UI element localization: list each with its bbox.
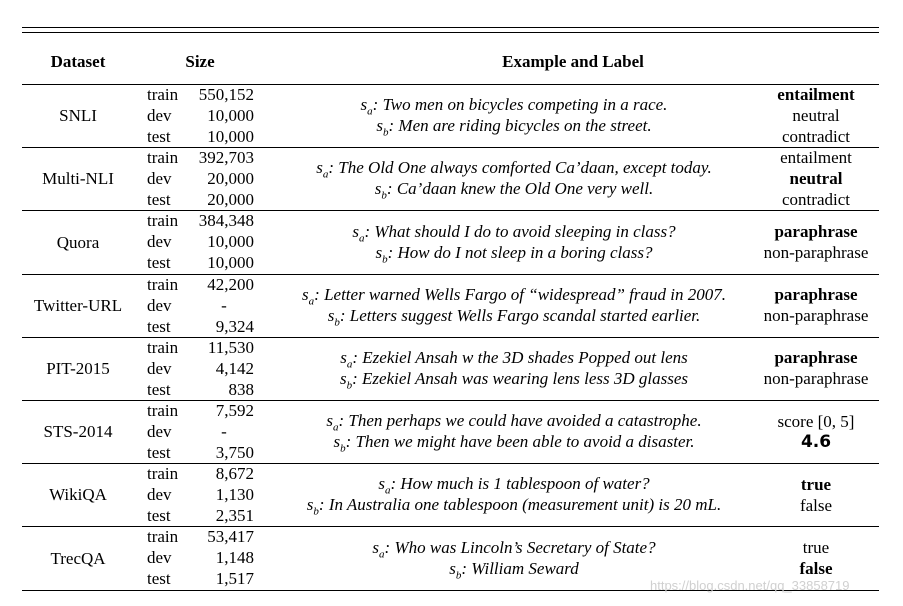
sentence-text: : Ca’daan knew the Old One very well.: [386, 179, 654, 199]
sentence-text: : Two men on bicycles competing in a race.: [372, 95, 668, 115]
split-size: 2,351: [215, 506, 254, 526]
split-size: 53,417: [207, 527, 254, 547]
split-name: train: [147, 401, 179, 420]
split-name: dev: [147, 358, 172, 378]
sentence-symbol: $s_a$: [302, 284, 315, 308]
dataset-name: Multi-NLI: [42, 169, 114, 189]
sentence-text: : Ezekiel Ansah w the 3D shades Popped out lens: [352, 347, 688, 367]
sentence-text: : Letters suggest Wells Fargo scandal started earlier.: [339, 305, 701, 325]
split-name: test: [147, 506, 171, 526]
dataset-name: Quora: [56, 232, 100, 252]
example-sb: [340, 368, 688, 396]
split-name: dev: [147, 169, 172, 189]
sentence-symbol: $s_a$: [326, 411, 339, 434]
watermark: https://blog.csdn.net/qq_33858719: [650, 578, 850, 593]
sentence-symbol: $s_a$: [316, 158, 329, 181]
split-name: test: [147, 569, 171, 589]
split-name: train: [147, 148, 179, 168]
example-sb: [333, 431, 694, 459]
split-name: train: [147, 527, 179, 547]
sentence-symbol: $s_a$: [372, 537, 385, 560]
split-name: test: [147, 316, 171, 336]
dataset-name: WikiQA: [49, 485, 107, 505]
label-option: non-paraphrase: [763, 369, 869, 389]
split-name: dev: [147, 106, 172, 125]
split-size: 1,148: [215, 548, 254, 568]
split-size: -: [221, 295, 227, 315]
split-size: 384,348: [198, 211, 254, 231]
split-size: 20,000: [207, 169, 254, 189]
label-option: neutral: [792, 106, 840, 125]
split-name: test: [147, 190, 171, 210]
split-size: -: [221, 422, 227, 441]
sentence-text: : Who was Lincoln’s Secretary of State?: [384, 537, 656, 557]
split-name: test: [147, 443, 171, 462]
split-size: 392,703: [198, 148, 254, 168]
sentence-symbol: $s_a$: [340, 347, 353, 371]
split-size: 10,000: [207, 232, 254, 252]
example-sb: [376, 115, 651, 143]
split-size: 10,000: [207, 253, 254, 273]
sentence-symbol: $s_b$: [333, 432, 346, 455]
sentence-text: : Then we might have been able to avoid a disaster.: [345, 432, 695, 452]
label-gold: paraphrase: [774, 285, 858, 305]
split-size: 4,142: [215, 358, 254, 378]
split-name: dev: [147, 232, 172, 252]
split-name: test: [147, 379, 171, 399]
dataset-name: PIT-2015: [46, 358, 110, 378]
example-sb: [449, 558, 579, 586]
example-sb: [307, 494, 721, 522]
top-rule-1: [22, 27, 879, 28]
label-gold: neutral: [789, 169, 843, 189]
label-gold: paraphrase: [774, 348, 858, 368]
sentence-symbol: $s_a$: [360, 95, 373, 118]
split-size: 42,200: [207, 274, 254, 294]
sentence-text: : How do I not sleep in a boring class?: [387, 242, 653, 262]
label-option: non-paraphrase: [763, 243, 869, 262]
header-size: Size: [185, 52, 215, 71]
split-name: dev: [147, 548, 172, 568]
split-size: 9,324: [215, 316, 254, 336]
sentence-symbol: $s_b$: [375, 242, 388, 265]
split-size: 1,517: [215, 569, 254, 589]
split-size: 20,000: [207, 190, 254, 210]
split-size: 10,000: [207, 106, 254, 125]
label-gold: false: [799, 559, 833, 578]
sentence-text: : William Seward: [461, 558, 579, 578]
sentence-text: : How much is 1 tablespoon of water?: [390, 474, 650, 494]
sentence-text: : Then perhaps we could have avoided a catastrophe.: [338, 411, 702, 431]
split-name: dev: [147, 422, 172, 441]
sentence-text: : The Old One always comforted Ca’daan, except today.: [328, 158, 712, 178]
split-size: 10,000: [207, 127, 254, 146]
header-dataset: Dataset: [50, 52, 106, 71]
label-option: true: [802, 538, 830, 557]
split-size: 11,530: [207, 337, 254, 357]
label-option: contradict: [782, 190, 850, 210]
split-size: 550,152: [198, 85, 254, 104]
dataset-name: Twitter-URL: [33, 295, 123, 315]
sentence-symbol: $s_b$: [376, 116, 389, 139]
split-size: 3,750: [215, 443, 254, 462]
label-gold: 4.6: [800, 431, 832, 452]
label-option: score [0, 5]: [777, 411, 855, 431]
example-sb: [375, 242, 652, 270]
sentence-symbol: $s_b$: [339, 368, 353, 392]
split-name: train: [147, 85, 179, 104]
label-option: false: [799, 495, 833, 515]
sentence-symbol: $s_b$: [327, 305, 340, 329]
split-name: train: [147, 274, 179, 294]
sentence-symbol: $s_b$: [449, 558, 462, 581]
label-option: contradict: [782, 127, 850, 146]
example-sb: [375, 178, 653, 206]
example-sb: [328, 305, 701, 333]
label-option: non-paraphrase: [763, 306, 869, 326]
split-name: test: [147, 127, 171, 146]
label-gold: true: [800, 474, 832, 494]
split-size: 1,130: [215, 485, 254, 505]
sentence-text: : Men are riding bicycles on the street.: [388, 116, 652, 136]
sentence-symbol: $s_a$: [352, 221, 365, 244]
split-name: dev: [147, 295, 172, 315]
top-rule-2: [22, 32, 879, 33]
label-gold: entailment: [777, 85, 855, 104]
split-size: 7,592: [215, 401, 254, 420]
split-name: test: [147, 253, 171, 273]
split-name: train: [147, 211, 179, 231]
header-example: Example and Label: [502, 52, 644, 71]
sentence-symbol: $s_b$: [374, 179, 387, 202]
dataset-name: SNLI: [59, 106, 97, 126]
split-size: 838: [228, 379, 254, 399]
split-size: 8,672: [215, 464, 254, 484]
sentence-text: : What should I do to avoid sleeping in class?: [364, 221, 676, 241]
split-name: train: [147, 337, 179, 357]
label-gold: paraphrase: [774, 222, 858, 241]
sentence-symbol: $s_a$: [378, 474, 391, 497]
sentence-symbol: $s_b$: [306, 495, 319, 518]
split-name: dev: [147, 485, 172, 505]
split-name: train: [147, 464, 179, 484]
label-option: entailment: [780, 148, 852, 168]
sentence-text: : Letter warned Wells Fargo of “widespread” fraud in 2007.: [314, 284, 726, 304]
dataset-name: STS-2014: [43, 422, 113, 442]
sentence-text: : In Australia one tablespoon (measurement unit) is 20 mL.: [318, 495, 722, 515]
sentence-text: : Ezekiel Ansah was wearing lens less 3D glasses: [352, 368, 689, 388]
dataset-name: TrecQA: [50, 548, 106, 568]
